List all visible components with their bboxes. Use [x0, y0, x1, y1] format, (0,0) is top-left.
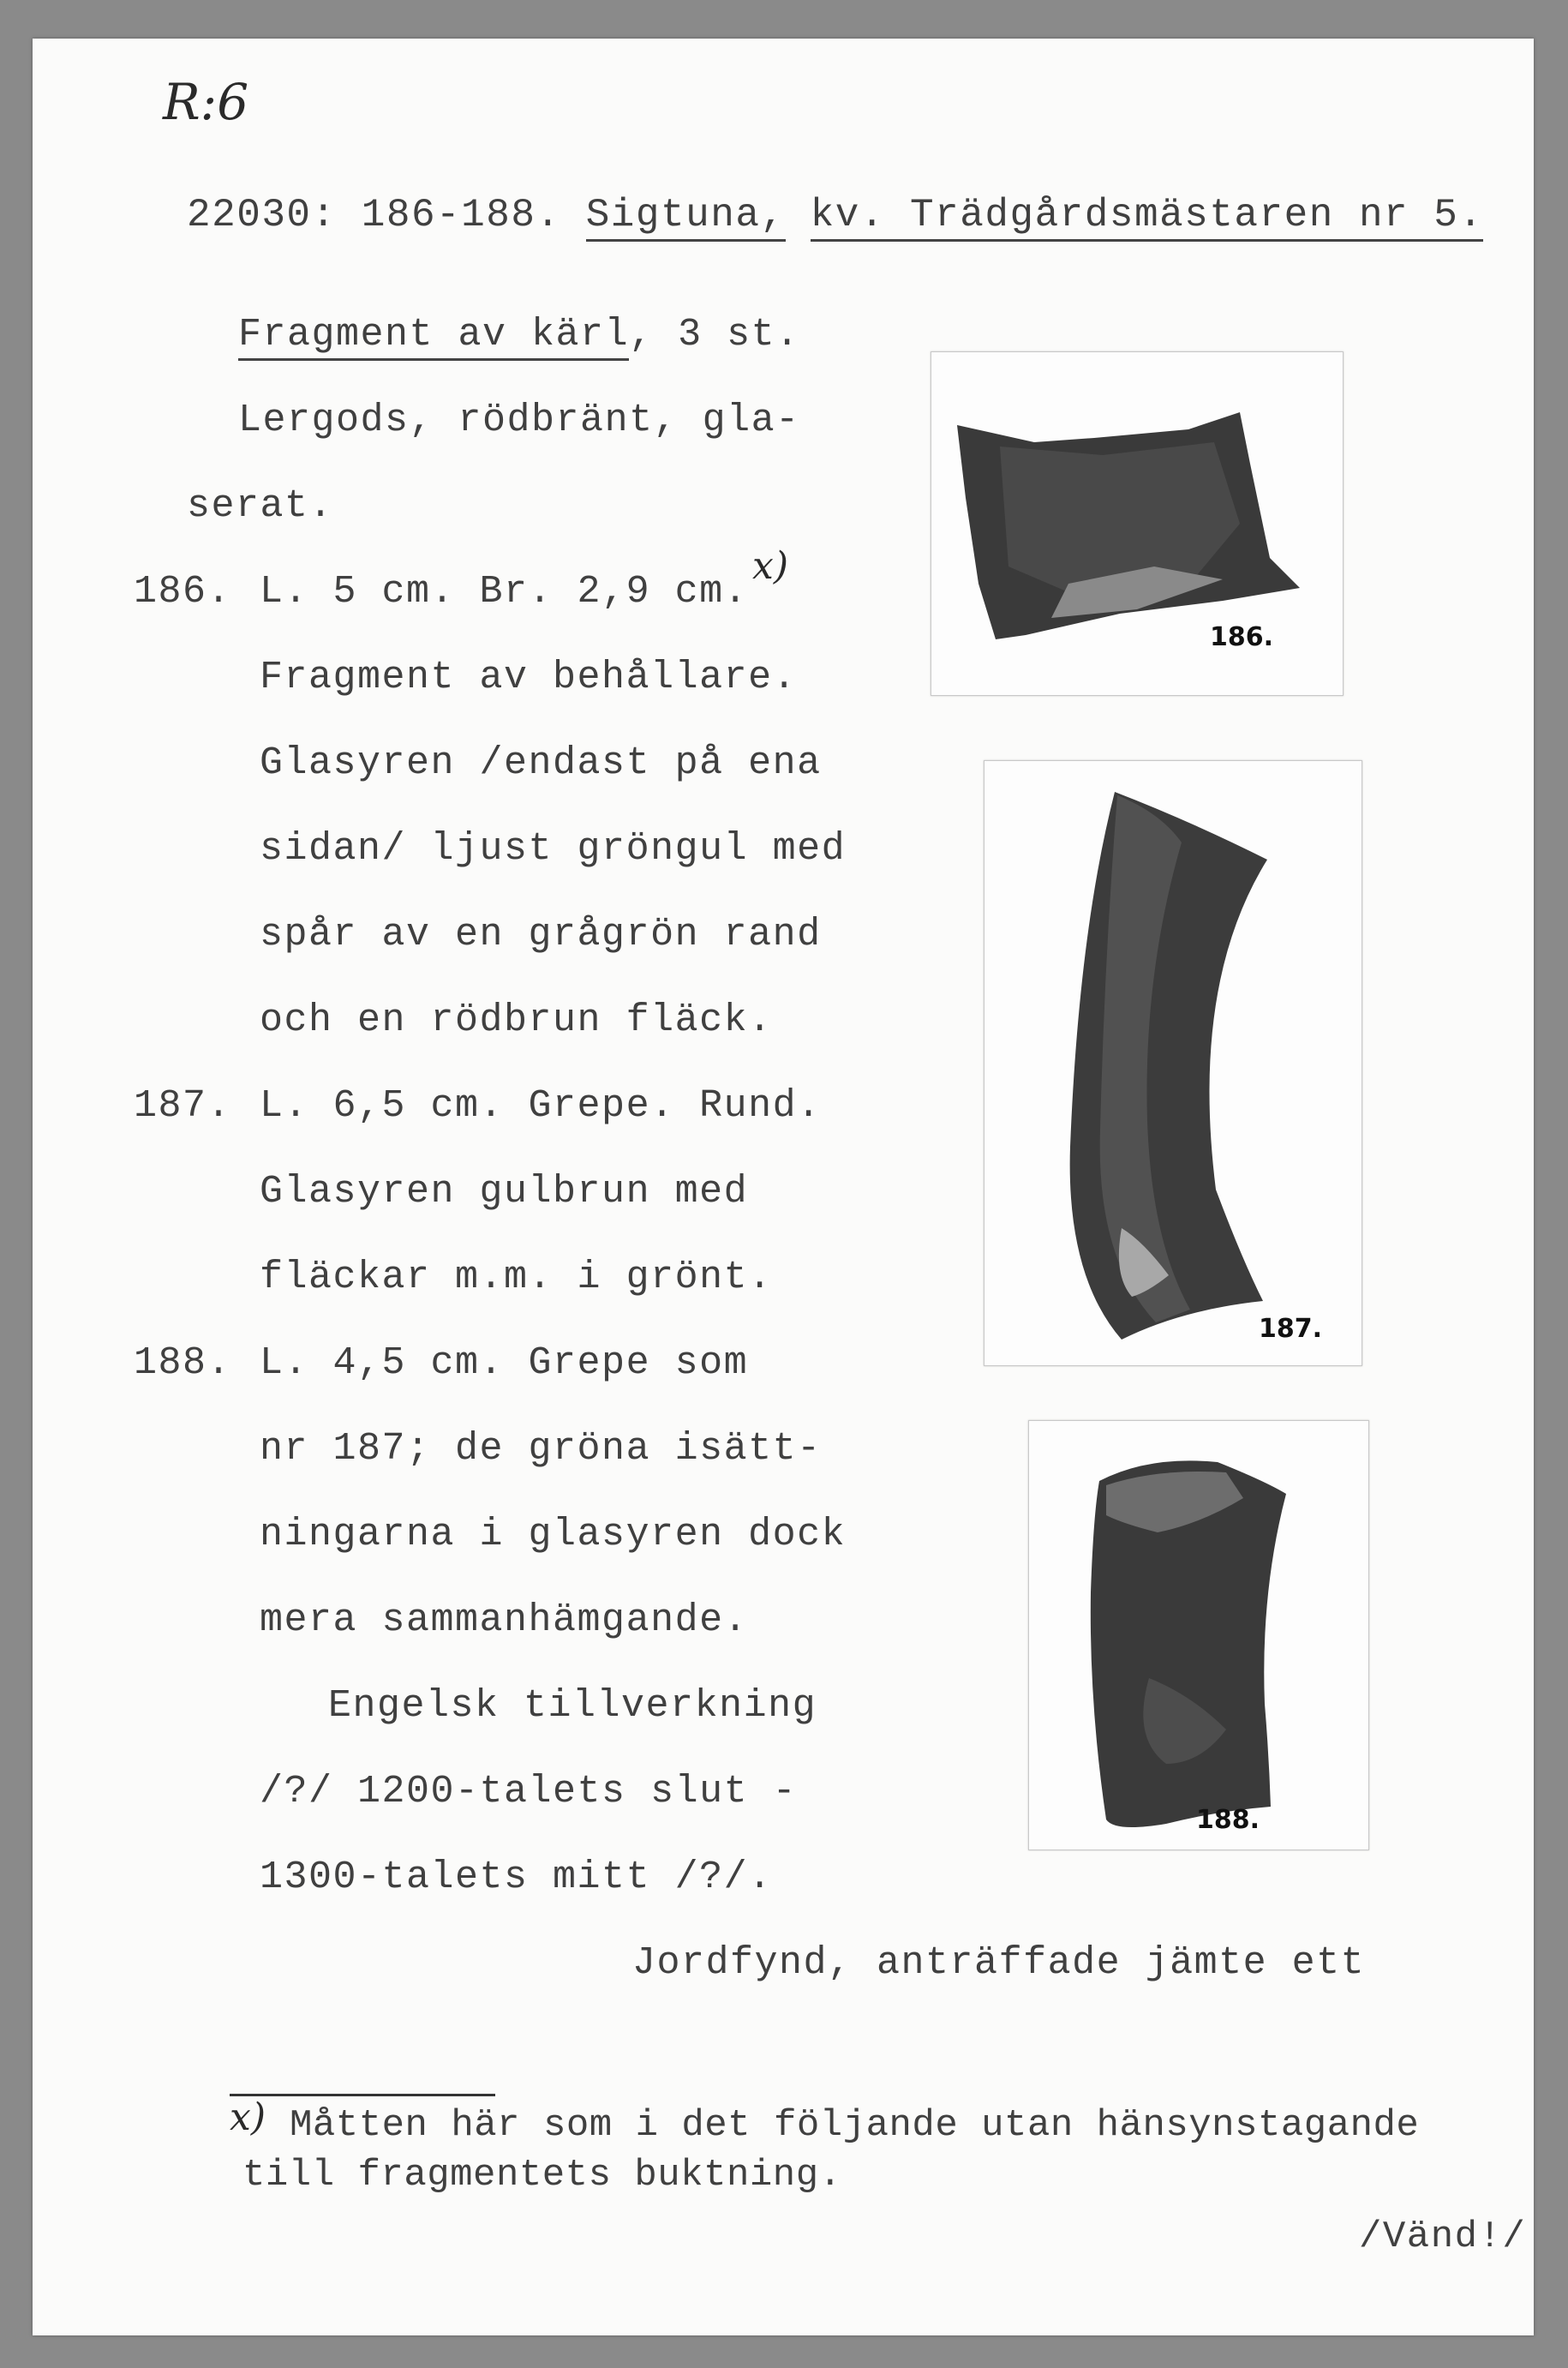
item-number: 188. [134, 1341, 232, 1385]
material-line-2: serat. [187, 484, 334, 528]
registry-mark: R:6 [163, 73, 249, 131]
item-line: nr 187; de gröna isätt- [260, 1427, 822, 1471]
catalog-card [33, 39, 1534, 2335]
find-location: kv. Trädgårdsmästaren nr 5. [811, 193, 1484, 242]
item-line: och en rödbrun fläck. [260, 998, 773, 1042]
sherd-186-image [931, 352, 1343, 695]
object-title-line [238, 313, 800, 357]
photo-188 [1028, 1420, 1369, 1850]
turn-note: /Vänd!/ [1359, 2215, 1527, 2258]
object-title: Fragment av kärl [238, 313, 629, 361]
item-line: Fragment av behållare. [260, 656, 798, 699]
sherd-188-image [1029, 1421, 1368, 1849]
item-line: L. 5 cm. Br. 2,9 cm. [260, 570, 749, 614]
find-place: Sigtuna, [586, 193, 786, 242]
item-number: 186. [134, 570, 232, 614]
photo-label: 187. [1259, 1314, 1323, 1344]
item-line: mera sammanhämgande. [260, 1598, 749, 1642]
footnote-rule [230, 2094, 495, 2096]
origin-line: /?/ 1200-talets slut - [260, 1770, 798, 1813]
origin-line: 1300-talets mitt /?/. [260, 1855, 773, 1899]
header-line [187, 193, 1483, 237]
material-line-1: Lergods, rödbränt, gla- [238, 399, 800, 442]
item-line: L. 6,5 cm. Grepe. Rund. [260, 1084, 822, 1128]
item-line: sidan/ ljust gröngul med [260, 827, 847, 871]
item-number: 187. [134, 1084, 232, 1128]
object-count: , 3 st. [629, 313, 800, 357]
find-note: Jordfynd, anträffade jämte ett [632, 1941, 1366, 1985]
item-line: L. 4,5 cm. Grepe som [260, 1341, 749, 1385]
footnote-line-1: Måtten här som i det följande utan hänsynstagande [290, 2104, 1420, 2147]
photo-label: 186. [1210, 622, 1274, 652]
photo-187 [984, 760, 1362, 1366]
item-line: Glasyren /endast på ena [260, 741, 822, 785]
catalog-number: 22030: 186-188. [187, 193, 561, 237]
item-line: ningarna i glasyren dock [260, 1513, 847, 1556]
item-line: spår av en grågrön rand [260, 913, 822, 956]
footnote-mark: x) [752, 544, 788, 588]
photo-label: 188. [1196, 1805, 1260, 1835]
footnote-line-2: till fragmentets buktning. [242, 2154, 842, 2197]
origin-line: Engelsk tillverkning [328, 1684, 817, 1728]
item-line: fläckar m.m. i grönt. [260, 1256, 773, 1299]
sherd-187-image [984, 761, 1362, 1365]
footnote-mark: x) [230, 2095, 266, 2139]
item-line: Glasyren gulbrun med [260, 1170, 749, 1214]
photo-186 [931, 351, 1344, 696]
